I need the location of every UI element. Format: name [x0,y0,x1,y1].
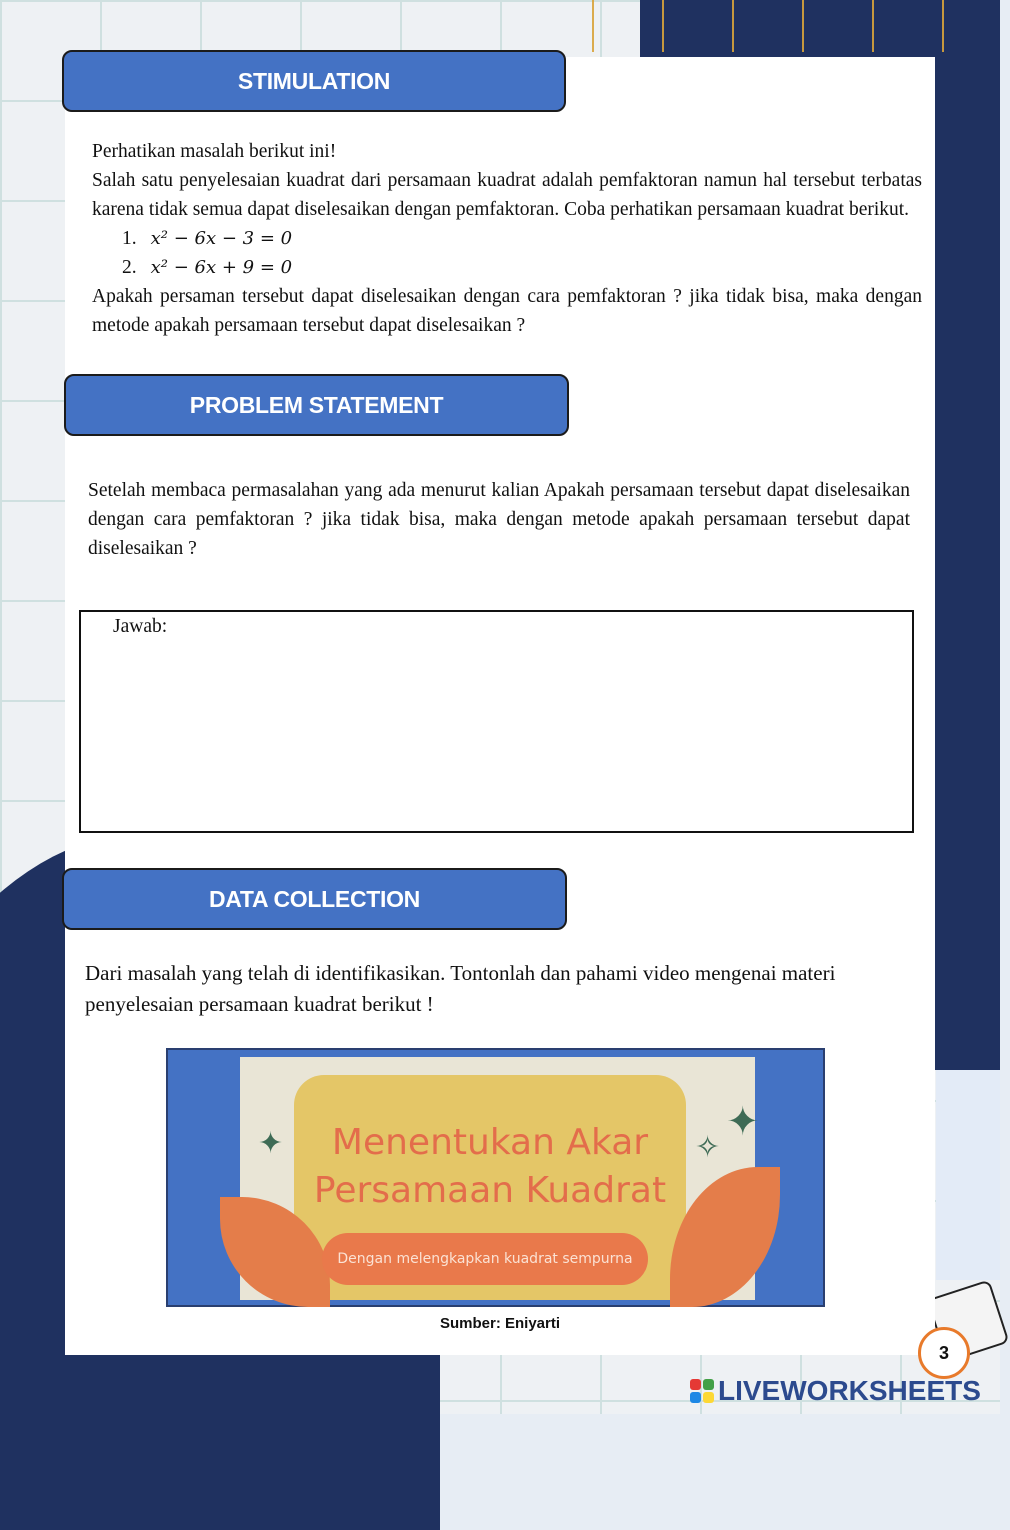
stimulation-question: Apakah persaman tersebut dapat diselesaikan dengan cara pemfaktoran ? jika tidak bisa, maka dengan metode apakah persamaan tersebut dapat diselesaikan ? [92,286,922,336]
stimulation-intro: Perhatikan masalah berikut ini! [92,141,337,162]
problem-statement-header-label: PROBLEM STATEMENT [189,391,444,418]
sparkle-icon: ✧ [695,1131,721,1164]
background-light-panel [936,1070,1000,1280]
video-title [300,1119,680,1215]
data-collection-header [62,868,567,930]
equation-number: 2. [122,257,137,278]
video-title-line: Persamaan Kuadrat [313,1170,667,1211]
equation-text: x² − 6x − 3 = 0 [150,228,293,249]
page-number: 3 [938,1342,949,1363]
stimulation-header [62,50,566,112]
equation-item [92,253,922,282]
video-subtitle: Dengan melengkapkan kuadrat sempurna [322,1233,648,1285]
stimulation-header-label: STIMULATION [237,67,391,94]
equation-list [92,224,922,282]
data-collection-header-label: DATA COLLECTION [209,885,420,912]
data-collection-body [85,958,915,1020]
video-title-line: Menentukan Akar [331,1122,649,1163]
equation-item [92,224,922,253]
equation-number: 1. [122,228,137,249]
liveworksheets-logo-icon [690,1379,714,1403]
answer-box[interactable] [79,610,914,833]
problem-statement-paragraph: Setelah membaca permasalahan yang ada menurut kalian Apakah persamaan tersebut dapat diselesaikan dengan cara pemfaktoran ? jika tidak bisa, maka dengan metode apakah persamaan tersebut dapat diselesaikan ? [88,480,910,559]
liveworksheets-logo[interactable] [690,1376,981,1406]
data-collection-paragraph: Dari masalah yang telah di identifikasikan. Tontonlah dan pahami video mengenai materi penyelesaian persamaan kuadrat berikut ! [85,961,836,1016]
background-graph-tile [592,0,1000,52]
problem-statement-body [88,476,910,563]
video-embed[interactable] [166,1048,825,1307]
page-number-badge [918,1327,970,1379]
stimulation-body [92,137,922,340]
sparkle-icon: ✦ [258,1127,284,1160]
video-caption: Sumber: Eniyarti [439,1315,561,1332]
leaf-decoration-right [670,1167,780,1307]
liveworksheets-logo-text: LIVEWORKSHEETS [718,1375,981,1406]
stimulation-paragraph: Salah satu penyelesaian kuadrat dari persamaan kuadrat adalah pemfaktoran namun hal tersebut terbatas karena tidak semua dapat diselesaikan dengan pemfaktoran. Coba perhatikan persamaan kuadrat berikut. [92,170,922,220]
equation-text: x² − 6x + 9 = 0 [150,257,293,278]
video-thumbnail[interactable] [240,1057,760,1300]
answer-label: Jawab: [113,616,168,637]
problem-statement-header [64,374,569,436]
sparkle-icon: ✦ [726,1099,760,1144]
